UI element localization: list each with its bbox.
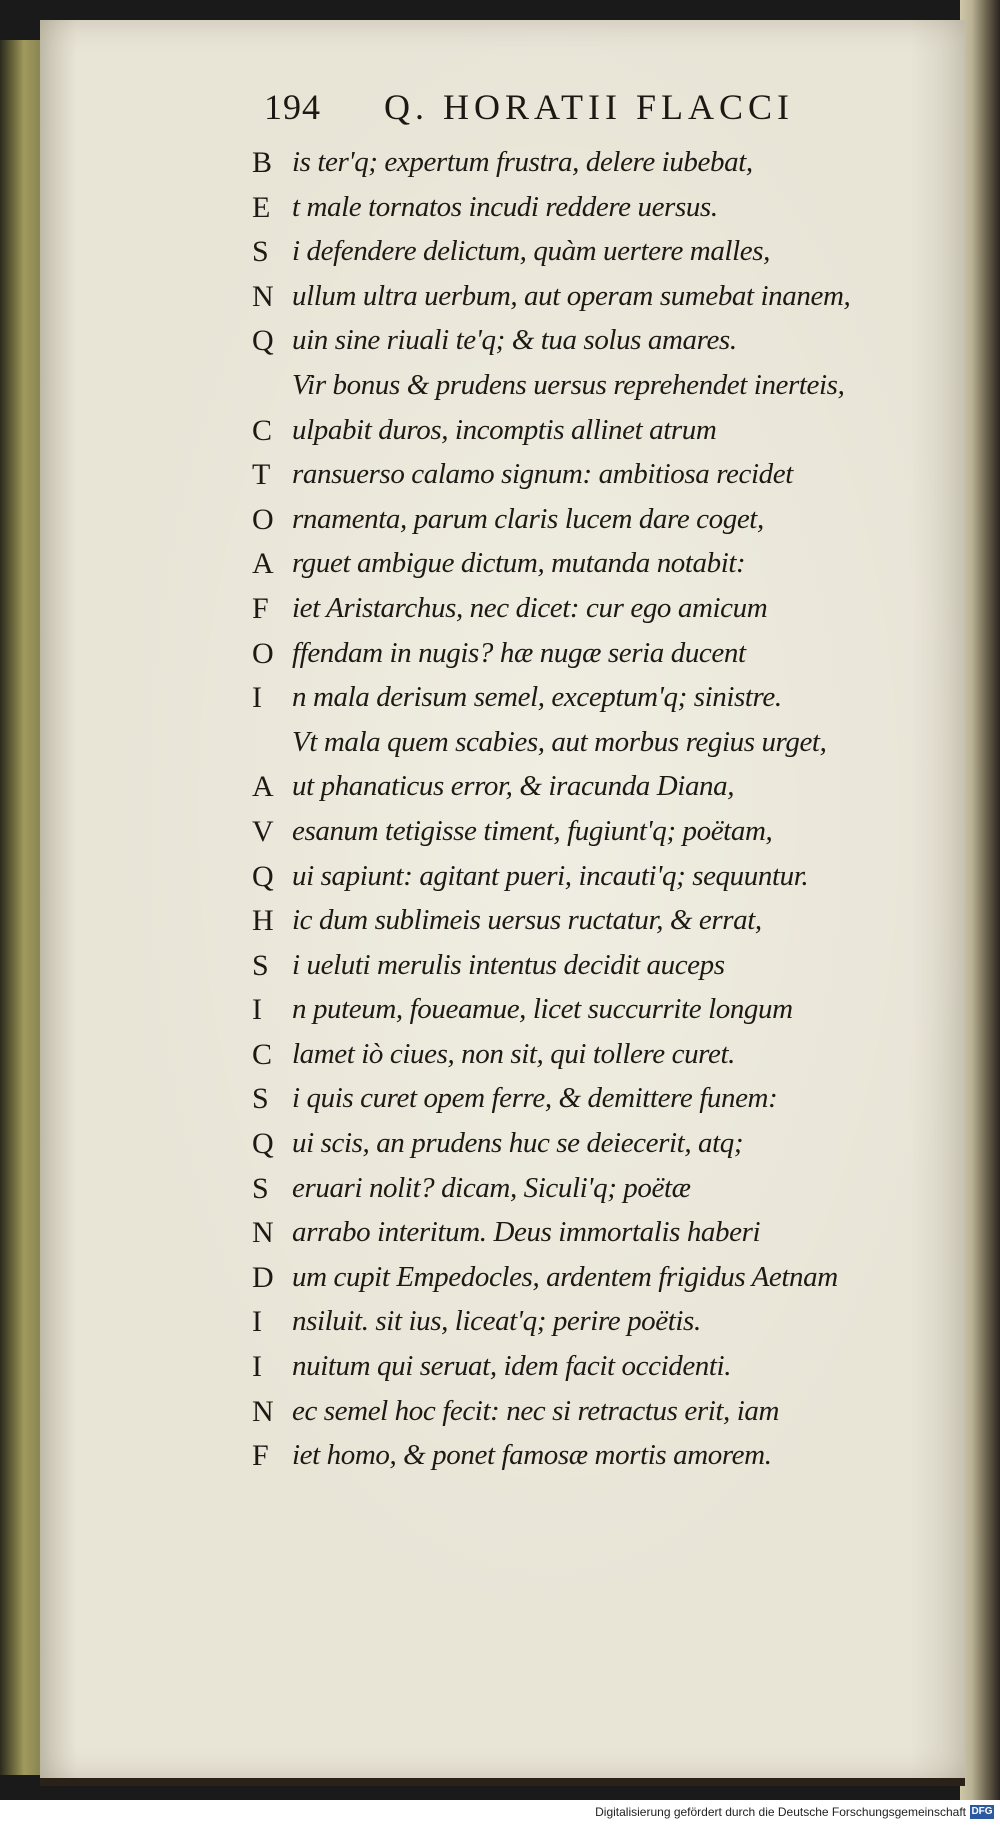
verse-text: t male tornatos incudi reddere uersus.	[292, 190, 718, 223]
verse-text: i ueluti merulis intentus decidit auceps	[292, 948, 725, 981]
verse-text: rguet ambigue dictum, mutanda notabit:	[292, 547, 746, 580]
verse-list	[252, 142, 932, 1480]
verse-text: iet homo, & ponet famosæ mortis amorem.	[292, 1439, 772, 1472]
verse-text: n mala derisum semel, exceptum'q; sinistre.	[292, 681, 782, 714]
verse-initial: I	[252, 1305, 262, 1339]
verse-line	[252, 766, 932, 811]
verse-text: i defendere delictum, quàm uertere malles,	[292, 235, 770, 268]
verse-line	[252, 1257, 932, 1302]
verse-initial: V	[252, 814, 274, 848]
verse-line	[252, 454, 932, 499]
verse-line	[252, 900, 932, 945]
verse-text: n puteum, foueamue, licet succurrite longum	[292, 993, 793, 1026]
verse-line	[252, 1168, 932, 1213]
verse-text: Vt mala quem scabies, aut morbus regius urget,	[292, 725, 827, 758]
dfg-logo: DFG	[971, 1806, 993, 1817]
verse-text: is ter'q; expertum frustra, delere iubebat,	[292, 146, 753, 178]
verse-initial: E	[252, 190, 271, 224]
verse-text: esanum tetigisse timent, fugiunt'q; poëtam,	[292, 814, 773, 847]
verse-line	[252, 1301, 932, 1346]
verse-line	[252, 989, 932, 1034]
verse-initial: S	[252, 948, 269, 982]
verse-initial: A	[252, 547, 274, 581]
page-number: 194	[264, 87, 321, 127]
verse-line	[252, 365, 932, 410]
verse-initial: N	[252, 1394, 274, 1428]
verse-line	[252, 1078, 932, 1123]
verse-text: ic dum sublimeis uersus ructatur, & errat,	[292, 904, 762, 937]
verse-line	[252, 588, 932, 633]
verse-line	[252, 187, 932, 232]
verse-text: ransuerso calamo signum: ambitiosa recidet	[292, 458, 793, 491]
verse-initial: I	[252, 681, 262, 715]
verse-initial: I	[252, 1350, 262, 1384]
verse-line	[252, 410, 932, 455]
verse-text: ulpabit duros, incomptis allinet atrum	[292, 413, 717, 446]
verse-initial: I	[252, 993, 262, 1027]
verse-text: rnamenta, parum claris lucem dare coget,	[292, 502, 764, 535]
verse-text: um cupit Empedocles, ardentem frigidus Aetnam	[292, 1260, 838, 1293]
verse-text: eruari nolit? dicam, Siculi'q; poëtæ	[292, 1171, 691, 1204]
verse-line	[252, 276, 932, 321]
verse-initial: S	[252, 235, 269, 269]
verse-initial: Q	[252, 1127, 274, 1161]
verse-initial: H	[252, 904, 274, 938]
verse-text: arrabo interitum. Deus immortalis haberi	[292, 1216, 761, 1249]
verse-initial: F	[252, 591, 269, 625]
verse-text: iet Aristarchus, nec dicet: cur ego amicum	[292, 591, 768, 624]
verse-initial: S	[252, 1171, 269, 1205]
verse-initial: C	[252, 1037, 273, 1071]
verse-line	[252, 499, 932, 544]
verse-text: i quis curet opem ferre, & demittere funem:	[292, 1082, 778, 1115]
verse-text: ui scis, an prudens huc se deiecerit, atq;	[292, 1127, 744, 1160]
verse-text: uin sine riuali te'q; & tua solus amares.	[292, 324, 737, 357]
verse-initial: D	[252, 1260, 274, 1294]
digitization-footer	[0, 1800, 1000, 1825]
running-title: Q. HORATII FLACCI	[384, 87, 795, 127]
verse-text: Vir bonus & prudens uersus reprehendet inerteis,	[292, 368, 845, 401]
page-bottom-edge	[40, 1778, 965, 1786]
verse-line	[252, 231, 932, 276]
verse-line	[252, 856, 932, 901]
verse-initial: C	[252, 413, 273, 447]
verse-line	[252, 945, 932, 990]
verse-initial: Q	[252, 859, 274, 893]
verse-initial: S	[252, 1082, 269, 1116]
verse-initial: O	[252, 502, 274, 536]
verse-line	[252, 811, 932, 856]
page-header	[264, 86, 904, 136]
verse-text: ullum ultra uerbum, aut operam sumebat inanem,	[292, 279, 851, 312]
verse-initial: O	[252, 636, 274, 670]
verse-line	[252, 543, 932, 588]
funding-credit: Digitalisierung gefördert durch die Deutsche Forschungsgemeinschaft	[595, 1805, 966, 1819]
verse-text: ffendam in nugis? hæ nugæ seria ducent	[292, 636, 746, 669]
verse-text: ut phanaticus error, & iracunda Diana,	[292, 770, 735, 803]
verse-line	[252, 1212, 932, 1257]
verse-initial: Q	[252, 324, 274, 358]
verse-text: lamet iò ciues, non sit, qui tollere curet.	[292, 1037, 735, 1070]
verse-initial: B	[252, 146, 273, 179]
verse-initial: F	[252, 1439, 269, 1473]
verse-initial: T	[252, 458, 271, 492]
book-spine-edge	[0, 40, 40, 1775]
verse-line	[252, 1435, 932, 1480]
verse-initial: N	[252, 279, 274, 313]
verse-initial: A	[252, 770, 274, 804]
verse-line	[252, 1391, 932, 1436]
verse-line	[252, 633, 932, 678]
verse-line	[252, 677, 932, 722]
verse-line	[252, 142, 932, 187]
verse-initial: N	[252, 1216, 274, 1250]
verse-text: ui sapiunt: agitant pueri, incauti'q; sequuntur.	[292, 859, 809, 892]
verse-text: nuitum qui seruat, idem facit occidenti.	[292, 1350, 732, 1383]
verse-line	[252, 320, 932, 365]
verse-line	[252, 1034, 932, 1079]
verse-line	[252, 722, 932, 767]
book-fore-edge	[960, 0, 1000, 1800]
verse-line	[252, 1346, 932, 1391]
verse-line	[252, 1123, 932, 1168]
verse-text: nsiluit. sit ius, liceat'q; perire poëtis.	[292, 1305, 701, 1338]
verse-text: ec semel hoc fecit: nec si retractus erit, iam	[292, 1394, 780, 1427]
